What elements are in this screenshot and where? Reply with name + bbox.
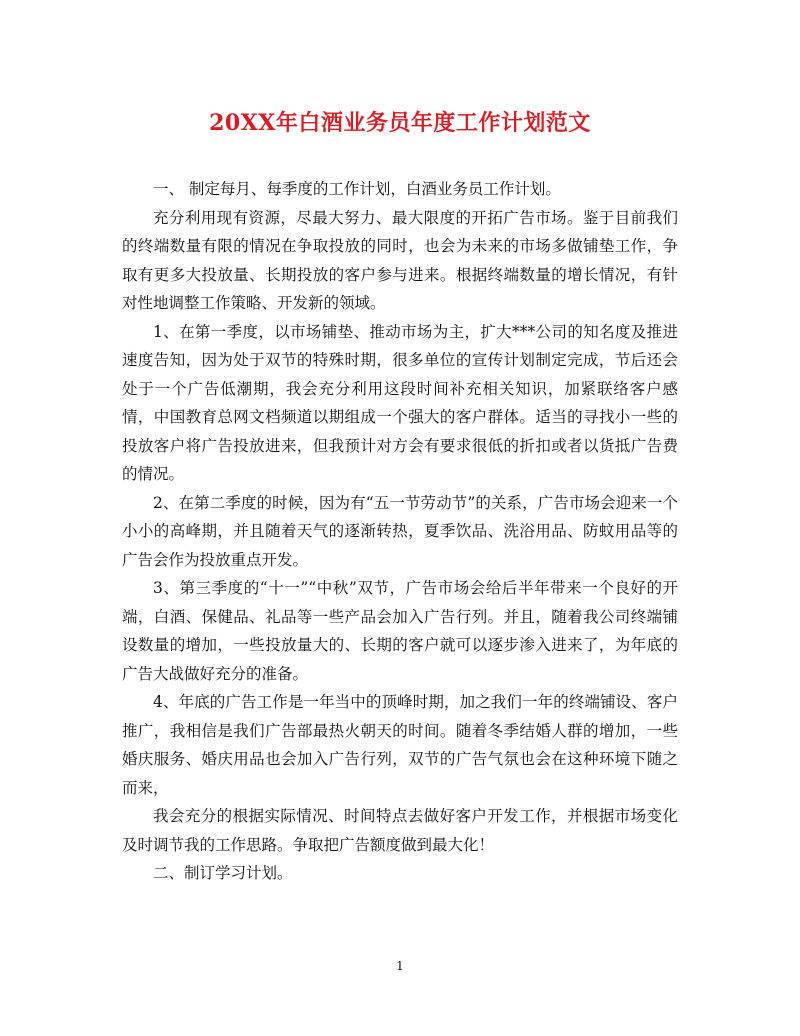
paragraph-q3: 3、第三季度的“十一”“中秋”双节，广告市场会给后半年带来一个良好的开端，白酒、保健品、礼品等一些产品会加入广告行列。并且，随着我公司终端铺设数量的增加，一些投放量大的、长期的客户就可以逐步渗入进来了，为年底的广告大战做好充分的准备。 bbox=[122, 579, 678, 683]
page-number: 1 bbox=[396, 959, 404, 973]
paragraph-summary: 我会充分的根据实际情况、时间特点去做好客户开发工作，并根据市场变化及时调节我的工作思路。争取把广告额度做到最大化！ bbox=[122, 807, 678, 854]
document-body bbox=[122, 175, 678, 888]
paragraph-section-2-heading: 二、制订学习计划。 bbox=[153, 864, 293, 882]
paragraph-resources: 充分利用现有资源，尽最大努力、最大限度的开拓广告市场。鉴于目前我们的终端数量有限的情况在争取投放的同时，也会为未来的市场多做铺垫工作，争取有更多大投放量、长期投放的客户参与进来。根据终端数量的增长情况，有针对性地调整工作策略、开发新的领域。 bbox=[122, 208, 678, 312]
paragraph-q1: 1、在第一季度，以市场铺垫、推动市场为主，扩大***公司的知名度及推进速度告知，因为处于双节的特殊时期，很多单位的宣传计划制定完成，节后还会处于一个广告低潮期，我会充分利用这段时间补充相关知识，加紧联络客户感情，中国教育总网文档频道以期组成一个强大的客户群体。适当的寻找小一些的投放客户将广告投放进来，但我预计对方会有要求很低的折扣或者以货抵广告费的情况。 bbox=[122, 322, 678, 483]
document-title: 20XX年白酒业务员年度工作计划范文 bbox=[209, 110, 591, 136]
paragraph-section-1-heading: 一、 制定每月、每季度的工作计划，白酒业务员工作计划。 bbox=[153, 180, 561, 198]
paragraph-q2: 2、在第二季度的时候，因为有“五一节劳动节”的关系，广告市场会迎来一个小小的高峰期，并且随着天气的逐渐转热，夏季饮品、洗浴用品、防蚊用品等的广告会作为投放重点开发。 bbox=[122, 493, 678, 569]
paragraph-q4: 4、年底的广告工作是一年当中的顶峰时期，加之我们一年的终端铺设、客户推广，我相信是我们广告部最热火朝天的时间。随着冬季结婚人群的增加，一些婚庆服务、婚庆用品也会加入广告行列，双节的广告气氛也会在这种环境下随之而来， bbox=[122, 693, 678, 797]
